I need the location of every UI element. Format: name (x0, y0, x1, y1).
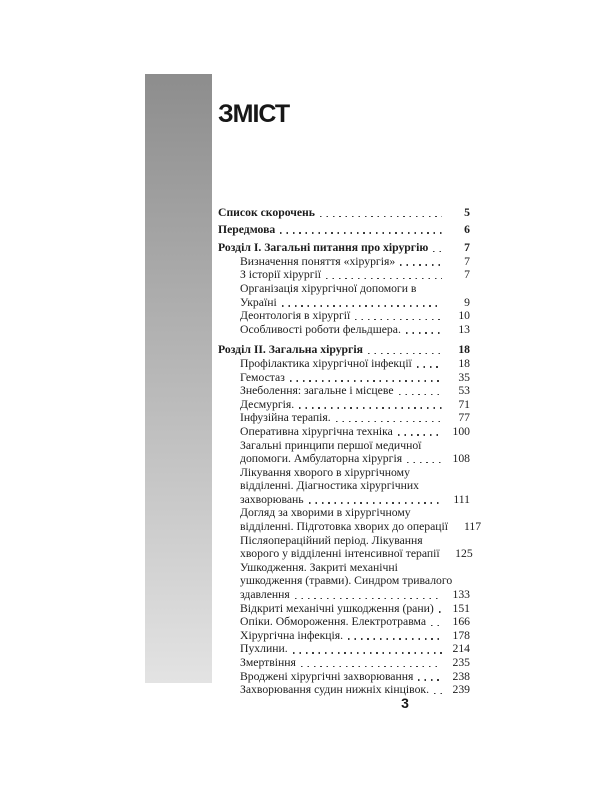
toc-entry-text: Опіки. Обмороження. Електротравма (240, 615, 427, 629)
dot-leader (282, 305, 442, 307)
toc-page-number: 111 (453, 492, 470, 506)
toc-line (218, 371, 470, 385)
toc-line (218, 439, 470, 453)
decorative-gradient-bar (145, 74, 212, 683)
toc-line (218, 466, 470, 480)
toc-page-number: 18 (458, 343, 470, 357)
toc-entry-text: Післяопераційний період. Лікування (240, 533, 423, 547)
dot-leader (309, 502, 442, 504)
dot-leader (326, 278, 442, 280)
toc-line (218, 547, 473, 561)
toc-entry (218, 384, 470, 398)
toc-line (218, 357, 470, 371)
toc-entry (218, 602, 470, 616)
toc-entry-text: Розділ І. Загальні питання про хірургію (218, 241, 429, 255)
toc-page-number: 7 (464, 241, 470, 255)
toc-entry (218, 411, 470, 425)
toc-entry-text: Хірургічна інфекція. (240, 628, 344, 642)
toc-line (218, 411, 470, 425)
toc-entry (218, 439, 470, 466)
toc-entry-text: Догляд за хворими в хірургічному (240, 506, 411, 520)
toc-entry (218, 425, 470, 439)
toc-entry-text: Пухлини. (240, 642, 288, 656)
toc-entry (218, 323, 470, 337)
toc-line (218, 398, 470, 412)
toc-page-number: 151 (452, 601, 470, 615)
toc-entry-text: Лікування хворого в хірургічному (240, 465, 410, 479)
toc-entry-text: Вроджені хірургічні захворювання (240, 669, 414, 683)
toc-entry-text: Гемостаз (240, 370, 285, 384)
dot-leader (301, 666, 442, 668)
toc-entry-text: Передмова (218, 222, 276, 236)
dot-leader (400, 264, 442, 266)
toc-page-number: 239 (452, 683, 470, 697)
toc-entry-text: Інфузійна терапія. (240, 411, 331, 425)
toc-line (218, 479, 470, 493)
toc-line (218, 384, 470, 398)
toc-page-number: 10 (458, 309, 470, 323)
toc-page-number: 13 (458, 322, 470, 336)
toc-line (218, 282, 470, 296)
toc-line (218, 268, 470, 282)
toc-line (218, 452, 470, 466)
dot-leader (417, 366, 442, 368)
toc-page-number: 71 (458, 397, 470, 411)
toc-entry (218, 206, 470, 220)
toc-line (218, 615, 470, 629)
dot-leader (290, 380, 442, 382)
toc-entry (218, 309, 470, 323)
toc-page-number: 166 (452, 615, 470, 629)
toc-line (218, 323, 470, 337)
toc-page-number: 133 (452, 588, 470, 602)
toc-entry (218, 343, 470, 357)
dot-leader (434, 693, 442, 695)
toc-entry-text: Відкриті механічні ушкодження (рани) (240, 601, 434, 615)
dot-leader (355, 319, 442, 321)
dot-leader (399, 394, 442, 396)
toc-line (218, 343, 470, 357)
toc-entry-text: ушкодження (травми). Синдром тривалого (240, 574, 453, 588)
toc-page-number: 35 (458, 370, 470, 384)
dot-leader (348, 638, 442, 640)
toc-entry-text: Визначення поняття «хірургія» (240, 254, 396, 268)
toc-entry-text: Розділ ІІ. Загальна хірургія (218, 343, 363, 357)
toc-page-number: 108 (452, 452, 470, 466)
toc-line (218, 206, 470, 220)
toc-page-number: 100 (452, 424, 470, 438)
toc-line (218, 296, 470, 310)
toc-entry (218, 670, 470, 684)
toc-page-number: 7 (464, 254, 470, 268)
dot-leader (398, 434, 442, 436)
toc-page-number: 235 (452, 656, 470, 669)
toc-page-number: 7 (464, 268, 470, 282)
toc-page-number: 5 (464, 206, 470, 219)
dot-leader (295, 598, 442, 600)
dot-leader (293, 652, 442, 654)
toc-line (218, 223, 470, 237)
toc-entry-text: Україні (240, 295, 277, 309)
toc-entry (218, 223, 470, 237)
toc-entry (218, 683, 470, 697)
toc-entry (218, 561, 470, 602)
toc-page-number: 117 (463, 520, 482, 534)
toc-line (218, 574, 470, 588)
toc-entry (218, 282, 470, 309)
toc-entry-text: Організація хірургічної допомоги в (240, 281, 417, 295)
toc-line (218, 642, 470, 656)
toc-entry (218, 241, 470, 255)
toc-page-number: 18 (458, 356, 470, 370)
dot-leader (368, 353, 442, 355)
toc-page-number: 9 (464, 295, 470, 309)
dot-leader (320, 216, 442, 218)
toc-entry (218, 268, 470, 282)
dot-leader (407, 462, 442, 464)
toc-page-number: 125 (455, 547, 473, 561)
toc-line (218, 670, 470, 684)
toc-line (218, 561, 470, 575)
toc-line (218, 534, 470, 548)
toc-entry-text: Профілактика хірургічної інфекції (240, 356, 412, 370)
toc-entry-text: Захворювання судин нижніх кінцівок. (240, 683, 430, 697)
toc-line (218, 255, 470, 269)
toc-line (218, 683, 470, 697)
toc-entry-text: Десмургія. (240, 397, 295, 411)
toc-entry (218, 466, 470, 507)
toc-entry (218, 642, 470, 656)
toc-page-number: 238 (452, 669, 470, 683)
toc-entry (218, 371, 470, 385)
toc-line (218, 506, 470, 520)
toc-entry-text: Загальні принципи першої медичної (240, 438, 422, 452)
toc-entry-text: хворого у відділенні інтенсивної терапії (240, 547, 440, 561)
toc-entry-text: відділенні. Діагностика хірургічних (240, 479, 420, 493)
toc-page-number: 77 (458, 411, 470, 425)
page-title: ЗМІСТ (218, 100, 290, 128)
toc-entry (218, 533, 473, 561)
toc-entry-text: Знеболення: загальне і місцеве (240, 384, 394, 398)
toc-entry (218, 506, 482, 534)
toc-entry-text: Ушкодження. Закриті механічні (240, 560, 398, 574)
toc-content (218, 100, 482, 697)
toc-entry-text: допомоги. Амбулаторна хірургія (240, 452, 403, 466)
toc-line (218, 656, 470, 670)
dot-leader (439, 611, 442, 613)
toc-line (218, 493, 470, 507)
toc-page-number: 178 (452, 628, 470, 642)
toc-entry (218, 255, 470, 269)
toc-entry-text: відділенні. Підготовка хворих до операції (240, 520, 449, 534)
toc-entry-text: З історії хірургії (240, 268, 322, 282)
dot-leader (406, 332, 442, 334)
toc-entry-text: Оперативна хірургічна техніка (240, 424, 393, 438)
toc-entry-text: Список скорочень (218, 206, 315, 219)
dot-leader (433, 251, 442, 253)
toc-page-number: 214 (452, 642, 470, 656)
toc-line (218, 520, 482, 534)
toc-page-number: 6 (464, 222, 470, 236)
page-number: 3 (401, 695, 409, 711)
toc-page-number: 53 (458, 384, 470, 398)
toc-entry (218, 656, 470, 670)
toc-line (218, 241, 470, 255)
dot-leader (336, 421, 442, 423)
toc-entry-text: захворювань (240, 492, 304, 506)
toc-entry (218, 615, 470, 629)
toc-line (218, 425, 470, 439)
toc-line (218, 588, 470, 602)
toc-entry-text: Особливості роботи фельдшера. (240, 322, 401, 336)
toc-line (218, 309, 470, 323)
toc-entry-text: здавлення (240, 588, 290, 602)
toc-entry (218, 357, 470, 371)
dot-leader (418, 679, 442, 681)
dot-leader (431, 625, 442, 627)
dot-leader (280, 232, 442, 234)
dot-leader (299, 407, 442, 409)
toc-entry-text: Змертвіння (240, 656, 296, 669)
toc-line (218, 629, 470, 643)
toc-entry (218, 629, 470, 643)
toc-entry-text: Деонтологія в хірургії (240, 309, 351, 323)
toc-line (218, 602, 470, 616)
toc-list (218, 206, 482, 697)
toc-entry (218, 398, 470, 412)
